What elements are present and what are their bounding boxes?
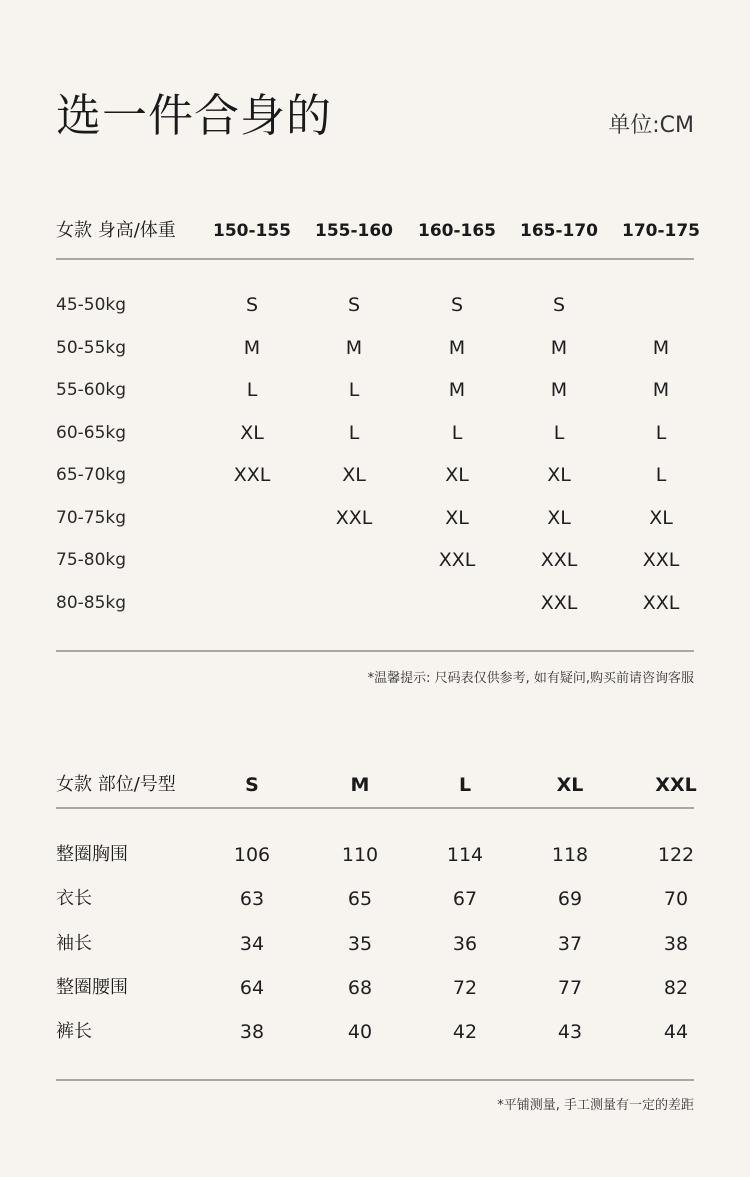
table-cell: 40 (347, 1021, 373, 1044)
table-cell: 38 (239, 1021, 265, 1044)
divider (56, 258, 694, 260)
table-cell: XL (445, 464, 469, 486)
table-cell: M (652, 336, 670, 359)
row-label: 65-70kg (56, 465, 127, 485)
table-cell: 34 (239, 932, 265, 955)
divider (56, 650, 694, 652)
table-cell: XL (547, 506, 571, 529)
table-cell: XXL (540, 549, 578, 571)
row-label: 45-50kg (56, 295, 127, 315)
table-row (56, 582, 694, 625)
column-header: XXL (655, 774, 697, 796)
table-cell: 82 (663, 976, 689, 999)
measure-table (56, 763, 697, 799)
measure-table-header (56, 763, 697, 799)
column-header: L (458, 774, 472, 796)
table-cell: S (450, 294, 464, 316)
size-table-body (56, 284, 694, 624)
table-cell: L (655, 464, 667, 486)
table-cell: 44 (663, 1021, 689, 1044)
measure-table-body (56, 833, 694, 1054)
table-row (56, 369, 694, 412)
table-cell: M (345, 336, 363, 359)
column-header: XL (556, 774, 584, 796)
table-cell: L (451, 421, 463, 444)
column-header: 155-160 (314, 221, 394, 241)
table-cell: 64 (239, 976, 265, 999)
size-table (56, 213, 701, 249)
divider (56, 807, 694, 809)
column-header: M (350, 774, 370, 796)
table-cell: S (245, 294, 259, 316)
table-cell: 106 (233, 844, 271, 866)
table-row (56, 833, 694, 877)
table-cell: XXL (642, 549, 680, 571)
table-cell: 122 (657, 844, 695, 866)
column-header: 150-155 (212, 221, 292, 241)
table-cell: 36 (452, 932, 478, 955)
table-cell: L (348, 379, 360, 401)
table-cell: L (553, 421, 565, 444)
size-table-note: *温馨提示: 尺码表仅供参考, 如有疑问,购买前请咨询客服 (367, 671, 694, 686)
table-cell: M (448, 336, 466, 359)
table-cell: XL (547, 464, 571, 486)
column-header: 165-170 (519, 221, 599, 241)
row-label: 55-60kg (56, 380, 127, 400)
row-label: 整圈腰围 (56, 976, 128, 998)
table-cell: L (655, 421, 667, 444)
row-label: 75-80kg (56, 550, 127, 570)
table-cell: 37 (557, 932, 583, 955)
table-cell: 69 (557, 888, 583, 911)
table-cell: 65 (347, 888, 373, 911)
table-cell: S (347, 294, 361, 316)
measure-table-corner-label: 女款 部位/号型 (56, 774, 176, 795)
table-row (56, 412, 694, 455)
table-row (56, 284, 694, 327)
table-cell: L (348, 421, 360, 444)
table-row (56, 877, 694, 921)
table-cell: XXL (438, 549, 476, 571)
table-cell: 70 (663, 888, 689, 911)
row-label: 60-65kg (56, 422, 127, 443)
row-label: 裤长 (56, 1021, 92, 1043)
table-cell: 43 (557, 1021, 583, 1044)
table-cell: XXL (540, 591, 578, 614)
size-table-header (56, 213, 701, 249)
table-cell: 118 (551, 844, 589, 866)
table-row (56, 539, 694, 582)
table-cell: S (552, 294, 566, 316)
table-cell: XXL (642, 591, 680, 614)
row-label: 衣长 (56, 888, 92, 910)
table-cell: 38 (663, 932, 689, 955)
column-header: 160-165 (417, 221, 497, 241)
table-row (56, 454, 694, 497)
row-label: 70-75kg (56, 507, 127, 528)
table-cell: XL (649, 506, 673, 529)
row-label: 整圈胸围 (56, 844, 128, 865)
column-header: S (245, 774, 259, 796)
table-cell: XXL (233, 464, 271, 486)
table-row (56, 1010, 694, 1054)
measure-table-note: *平铺测量, 手工测量有一定的差距 (497, 1098, 694, 1113)
table-cell: M (550, 336, 568, 359)
page-title: 选一件合身的 (56, 89, 333, 142)
table-cell: XXL (335, 506, 373, 529)
row-label: 50-55kg (56, 337, 127, 358)
table-cell: XL (342, 464, 366, 486)
table-cell: XL (445, 506, 469, 529)
table-cell: M (448, 379, 466, 401)
size-table-corner-label: 女款 身高/体重 (56, 220, 176, 241)
row-label: 袖长 (56, 932, 92, 954)
table-cell: 67 (452, 888, 478, 911)
table-cell: XL (240, 421, 264, 444)
table-cell: 35 (347, 932, 373, 955)
table-cell: M (550, 379, 568, 401)
table-cell: M (652, 379, 670, 401)
table-cell: 72 (452, 976, 478, 999)
row-label: 80-85kg (56, 592, 127, 613)
unit-label: 单位:CM (608, 113, 694, 138)
column-header: 170-175 (621, 221, 701, 241)
table-cell: 110 (341, 844, 379, 866)
table-row (56, 966, 694, 1010)
table-row (56, 327, 694, 370)
divider (56, 1079, 694, 1081)
table-cell: 68 (347, 976, 373, 999)
table-cell: 77 (557, 976, 583, 999)
table-cell: M (243, 336, 261, 359)
table-cell: 42 (452, 1021, 478, 1044)
table-row (56, 497, 694, 540)
table-cell: L (246, 379, 258, 401)
table-row (56, 922, 694, 966)
table-cell: 63 (239, 888, 265, 911)
table-cell: 114 (446, 844, 484, 866)
